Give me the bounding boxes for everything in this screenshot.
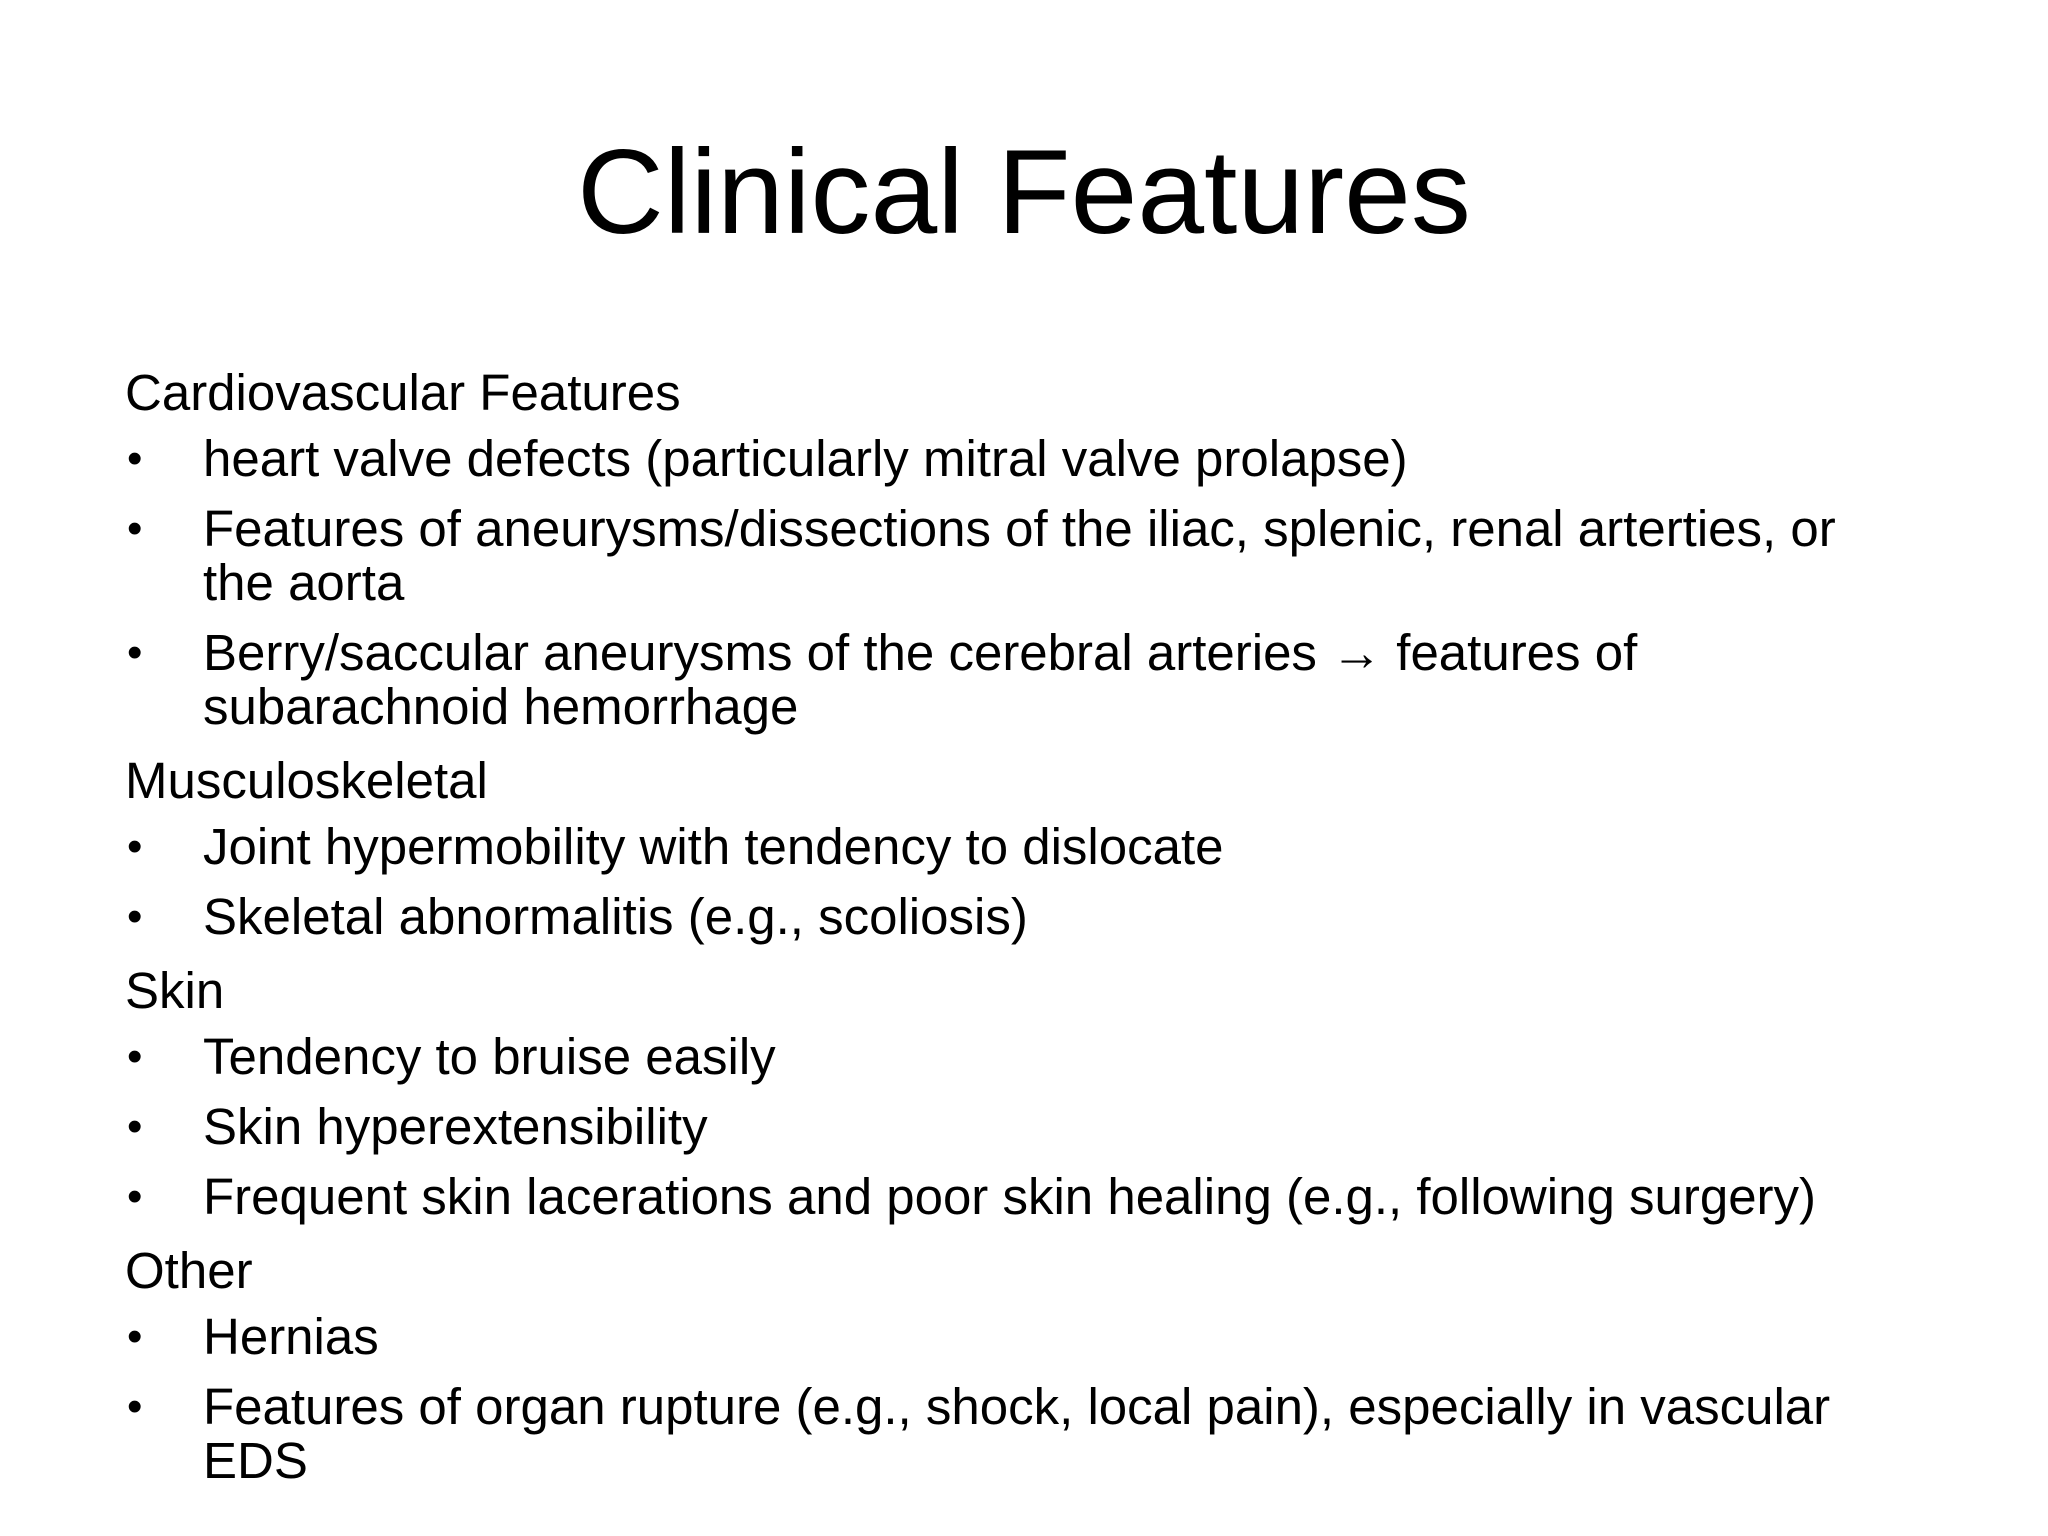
slide-content	[125, 362, 1836, 1504]
bullet-icon: •	[127, 1102, 143, 1151]
list-item	[125, 502, 1883, 610]
list-item-text: Hernias	[203, 1308, 379, 1365]
bullet-icon: •	[127, 434, 143, 483]
list-item-text: Features of aneurysms/dissections of the iliac, splenic, renal arterties, or the aorta	[203, 500, 1836, 611]
list-item	[125, 820, 1825, 874]
bullet-icon: •	[127, 892, 143, 941]
list-item	[125, 1380, 1903, 1488]
list-item	[125, 1100, 1825, 1154]
bullet-icon: •	[127, 504, 143, 553]
list-item-text: Frequent skin lacerations and poor skin healing (e.g., following surgery)	[203, 1168, 1817, 1225]
list-item	[125, 1170, 1903, 1224]
section-musculoskeletal	[125, 750, 1825, 944]
bullet-icon: •	[127, 1032, 143, 1081]
list-item	[125, 626, 1883, 734]
bullet-icon: •	[127, 1312, 143, 1361]
list-item	[125, 432, 1825, 486]
section-cardiovascular	[125, 362, 1836, 735]
list-item	[125, 1030, 1825, 1084]
list-item-text: Features of organ rupture (e.g., shock, local pain), especially in vascular EDS	[203, 1378, 1831, 1489]
section-skin	[125, 960, 1825, 1224]
list-item-text: Joint hypermobility with tendency to dislocate	[203, 818, 1224, 875]
section-heading: Other	[125, 1242, 253, 1299]
list-item	[125, 890, 1825, 944]
list-item-text: heart valve defects (particularly mitral valve prolapse)	[203, 430, 1408, 487]
list-item-text: Skin hyperextensibility	[203, 1098, 708, 1155]
section-heading: Skin	[125, 962, 225, 1019]
slide-title: Clinical Features	[577, 125, 1471, 259]
bullet-icon: •	[127, 1382, 143, 1431]
bullet-icon: •	[127, 1172, 143, 1221]
section-other	[125, 1240, 1831, 1489]
section-heading: Musculoskeletal	[125, 752, 488, 809]
bullet-icon: •	[127, 628, 143, 677]
list-item-text: Tendency to bruise easily	[203, 1028, 776, 1085]
section-heading: Cardiovascular Features	[125, 364, 681, 421]
bullet-icon: •	[127, 822, 143, 871]
list-item-text: Berry/saccular aneurysms of the cerebral arteries → features of subarachnoid hemorrhage	[203, 624, 1638, 735]
list-item	[125, 1310, 1825, 1364]
list-item-text: Skeletal abnormalitis (e.g., scoliosis)	[203, 888, 1028, 945]
